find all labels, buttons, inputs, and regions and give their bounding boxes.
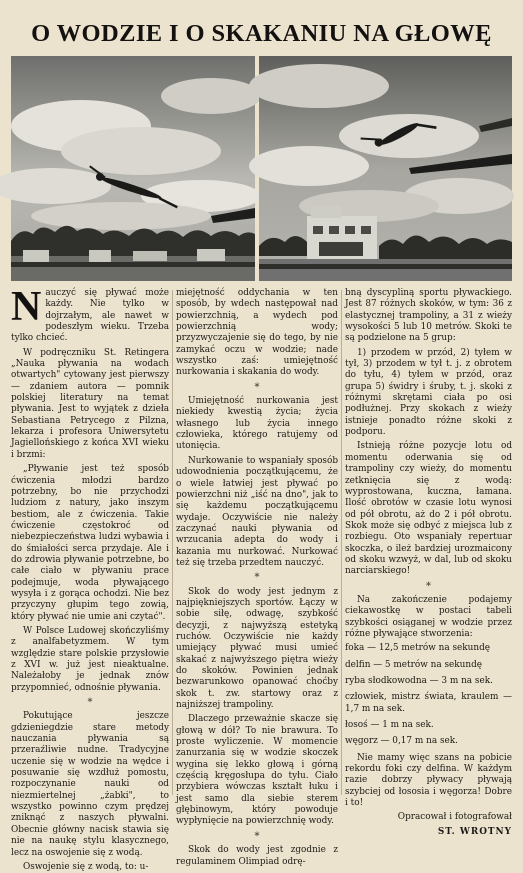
section-separator: * — [87, 697, 93, 709]
paragraph: W Polsce Ludowej skończyliśmy z analfabetyzmem. W tym względzie stare polskie przysłowie z XVI w. już jest nieaktualne. Należałoby je jednak znów przypomnieć, odnośnie pływania. — [11, 625, 169, 693]
paragraph: Oswojenie się z wodą, to: u- — [23, 861, 149, 872]
author-name: ST. WROTNY — [437, 826, 512, 837]
speed-record-item: łosoś — 1 m na sek. — [345, 720, 434, 731]
photo-diver-flight — [11, 56, 255, 281]
speed-record-item: węgorz — 0,17 m na sek. — [345, 736, 458, 747]
paragraph: Nie mamy więc szans na pobicie rekordu foki czy delfina. W każdym razie dobrzy pływacy pływają szybciej od łososia i węgorza! Dobre i to! — [345, 752, 512, 809]
speed-record-item: foka — 12,5 metrów na sekundę — [345, 643, 491, 654]
lead-text: auczyć się pływać może każdy. Nie tylko w dojrzałym, ale nawet w podeszłym wieku. Trzeba tylko chcieć. — [11, 288, 169, 344]
column-rule — [341, 290, 342, 795]
section-separator: * — [254, 572, 260, 584]
article-title: O WODZIE I O SKAKANIU NA GŁOWĘ — [31, 20, 492, 47]
paragraph: Dlaczego przeważnie skacze się głową w dół? To nie brawura. To proste wyliczenie. W momencie zanurzania się w wodzie skoczek wygina się lekko głową i górną częścią kręgosłupa do tyłu. Ciało przybiera wówczas kształt łuku i jest samo dla siebie sterem głębinowym, który powoduje wypłynięcie na powierzchnię wody. — [176, 714, 338, 827]
paragraph: 1) przodem w przód, 2) tyłem w tył, 3) przodem w tył t. j. z obrotem do tyłu, 4) tyłem w przód, oraz grupa 5) świdry i śruby, t. j. skoki z różnymi skrętami ciała po osi podłużnej. Przy skokach z wieży istnieje ponadto różne skoki z podporu. — [345, 347, 512, 438]
quote-paragraph: „Pływanie jest też sposób ćwiczenia młodzi bardzo potrzebny, bo nie przychodzi ludziom z natury, jako inszym bestiom, ale z ćwiczenia. Takie ćwiczenie częstokroć od niebezpieczeństwa ludzi wybawia i do śmiałości serca przydaje. Ale i do zdrowia pływanie potrzebne, bo całe ciało w pływaniu prace podejmuje, woda pływającego wysyła i z gorąca ochodzi. Nie bez przyczyny głupim tego zowią, który pływać nie umie ani czytać". — [11, 464, 169, 622]
paragraph: Na zakończenie podajemy ciekawostkę w postaci tabeli szybkości osiąganej w wodzie przez różne pływające stworzenia: — [345, 594, 512, 639]
paragraph: Skok do wody jest jednym z najpiękniejszych sportów. Łączy w sobie siłę, odwagę, szybkość decyzji, z najwyższą estetyką ruchów. Oczywiście nie każdy umiejący pływać musi umieć skakać z najwyższego piętra wieży do skoków. Powinien jednak bezwarunkowo opanować choćby skok t. zw. startowy oraz z najniższej trampoliny. — [176, 586, 338, 711]
diver-flight-image — [11, 56, 255, 281]
photo-credit: Opracował i fotografował — [397, 812, 512, 823]
paragraph: Umiejętność nurkowania jest niekiedy kwestią życia; życia własnego lub życia innego człowieka, którego ratujemy od utonięcia. — [176, 396, 338, 452]
speed-record-item: człowiek, mistrz świata, kraulem — 1,7 m na sek. — [345, 692, 512, 714]
column-rule — [172, 290, 173, 795]
paragraph: Skok do wody jest zgodnie z regulaminem Olimpiad odrę- — [176, 845, 338, 867]
section-separator: * — [426, 580, 431, 592]
speed-record-item: ryba słodkowodna — 3 m na sek. — [345, 676, 493, 686]
photo-diver-tower — [259, 56, 512, 281]
column-3 — [345, 288, 512, 837]
section-separator: * — [254, 381, 260, 393]
paragraph: W podręczniku St. Retingera „Nauka pływania na wodach otwartych" cytowany jest pierwszy — zdaniem autora — pomnik polskiej literatury na temat pływania. Jest to wyjątek z dzieła Sebastiana Petrycego z Pilzna, lekarza i profesora Uniwersytetu Jagiellońskiego z końca XVI wieku i brzmi: — [11, 347, 169, 460]
lead-paragraph — [11, 284, 169, 345]
paragraph: miejętność oddychania w ten sposób, by wdech następował nad powierzchnią, a wydech pod powierzchnią wody; przyzwyczajenie się do tego, by nie zamykać oczu w wodzie; nade wszystko zaś: umiejętność nurkowania i skakania do wody. — [176, 288, 338, 378]
column-1 — [11, 284, 169, 872]
diver-tower-image — [259, 56, 512, 281]
paragraph: bną dyscypliną sportu pływackiego. Jest 87 różnych skoków, w tym: 36 z elastycznej trampoliny, a 31 z wieży wysokości 5 lub 10 metrów. Skoki te są podzielone na 5 grup: — [345, 288, 512, 344]
drop-cap: N — [11, 284, 42, 330]
section-separator: * — [254, 830, 260, 842]
paragraph: Istnieją różne pozycje lotu od momentu oderwania się od trampoliny czy wieży, do momentu zetknięcia się z wodą: wyprostowana, kuczna, łamana. Ilość obrotów w czasie lotu wynosi od pół obrotu, aż do 2 i pół obrotu. Skok może się odbyć z miejsca lub z rozbiegu. Oto wspaniały repertuar skoczka, o ileż bardziej urozmaicony od skoku wzwyż, w dal, lub od skoku narciarskiego! — [345, 441, 512, 577]
paragraph: Pokutujące jeszcze gdzieniegdzie stare metody nauczania pływania są przeraźliwie nudne. Tradycyjne uczenie się w wodzie na wędce i posuwanie się wzdłuż pomostu, rozpoczynanie nauki od niezmiertelnej „żabki", to wszystko powinno czym prędzej zniknąć z naszych pływalni. Obecnie główny nacisk stawia się nie na naukę stylu klasycznego, lecz na oswojenie się z wodą. — [11, 711, 169, 858]
speed-record-item: delfin — 5 metrów na sekundę — [345, 659, 483, 670]
paragraph: Nurkowanie to wspaniały sposób udowodnienia początkującemu, że o wiele łatwiej jest pływać po powierzchni niż „iść na dno", jak to się każdemu początkującemu wydaje. Oczywiście nie należy zaczynać nauki pływania od wrzucania adepta do wody i kazania mu nurkować. Nurkować też się trzeba przedtem nauczyć. — [176, 455, 338, 568]
column-2 — [176, 288, 338, 867]
